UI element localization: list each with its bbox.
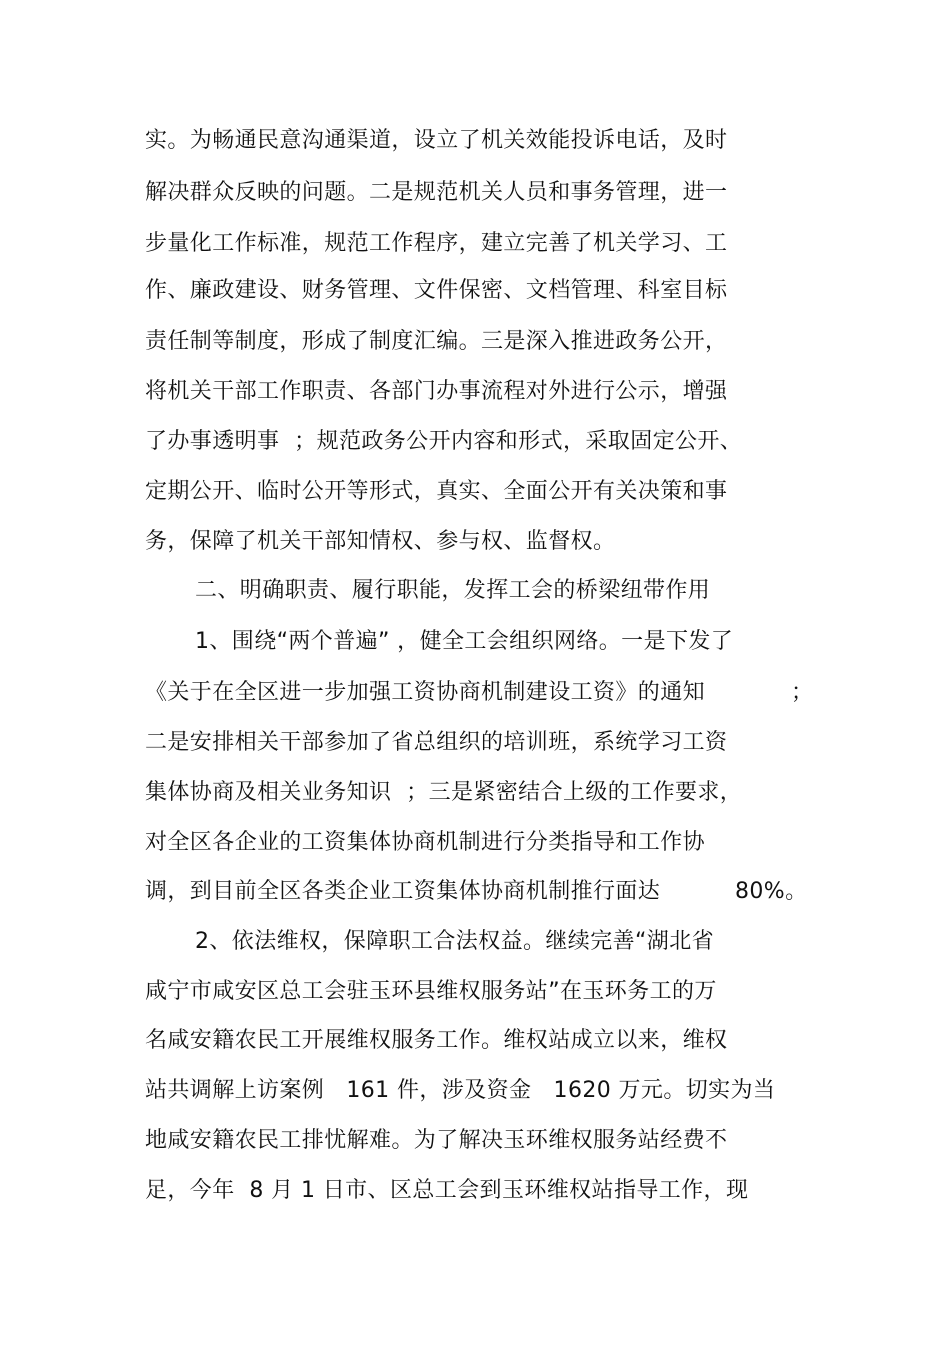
text-line: 地咸安籍农民工排忧解难。为了解决玉环维权服务站经费不 <box>145 1128 728 1153</box>
text-line: 咸宁市咸安区总工会驻玉环县维权服务站”在玉环务工的万 <box>145 979 717 1004</box>
text-line: 对全区各企业的工资集体协商机制进行分类指导和工作协 <box>145 830 706 855</box>
text-line: 责任制等制度，形成了制度汇编。三是深入推进政务公开， <box>145 329 728 354</box>
text-line: 实。为畅通民意沟通渠道，设立了机关效能投诉电话，及时 <box>145 128 728 153</box>
text-line: 二是安排相关干部参加了省总组织的培训班，系统学习工资 <box>145 730 728 755</box>
text-line: 站共调解上访案例 161 件，涉及资金 1620 万元。切实为当 <box>145 1078 776 1103</box>
text-line: 调，到目前全区各类企业工资集体协商机制推行面达 <box>145 879 661 904</box>
text-line: 足，今年 8 月 1 日市、区总工会到玉环维权站指导工作，现 <box>145 1178 749 1203</box>
text-line: 解决群众反映的问题。二是规范机关人员和事务管理，进一 <box>145 180 728 205</box>
text-line: 2、依法维权，保障职工合法权益。继续完善“湖北省 <box>195 929 714 954</box>
section-heading: 二、明确职责、履行职能，发挥工会的桥梁纽带作用 <box>195 578 711 603</box>
text-line: 1、围绕“两个普遍” ，健全工会组织网络。一是下发了 <box>195 629 734 654</box>
text-line: 集体协商及相关业务知识 ；三是紧密结合上级的工作要求， <box>145 780 743 805</box>
text-line: 务，保障了机关干部知情权、参与权、监督权。 <box>145 529 616 554</box>
text-line: 定期公开、临时公开等形式，真实、全面公开有关决策和事 <box>145 479 728 504</box>
text-line: 作、廉政建设、财务管理、文件保密、文档管理、科室目标 <box>145 278 728 303</box>
text-line: 将机关干部工作职责、各部门办事流程对外进行公示，增强 <box>145 379 728 404</box>
text-line: 《关于在全区进一步加强工资协商机制建设工资》的通知 <box>145 680 706 705</box>
text-line: 了办事透明事 ；规范政务公开内容和形式，采取固定公开、 <box>145 429 743 454</box>
text-line: 名咸安籍农民工开展维权服务工作。维权站成立以来，维权 <box>145 1028 728 1053</box>
text-line: 步量化工作标准，规范工作程序，建立完善了机关学习、工 <box>145 231 728 256</box>
text-line-trailing-punctuation: ； <box>791 680 814 705</box>
text-line-percentage: 80%。 <box>735 879 808 904</box>
